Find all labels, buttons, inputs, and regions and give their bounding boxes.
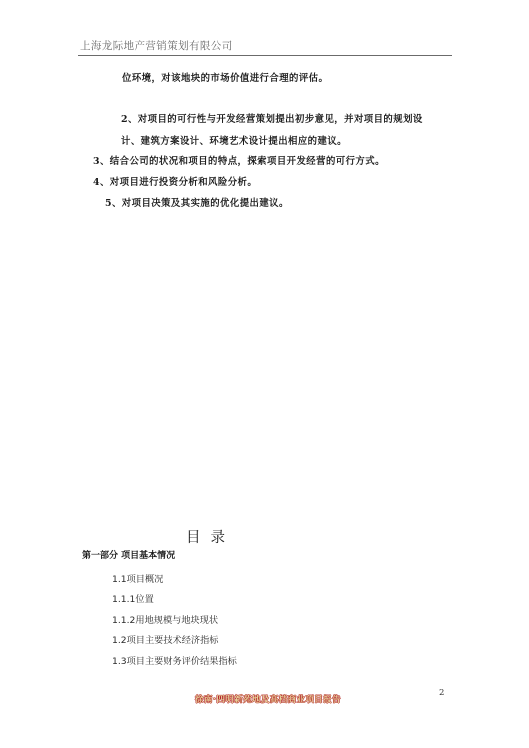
body-line: 计、建筑方案设计、环境艺术设计提出相应的建议。 bbox=[121, 136, 347, 147]
body-line: 4、对项目进行投资分析和风险分析。 bbox=[93, 177, 258, 188]
footer-text: 徐南·四明新苑地及高档商业项目报告 bbox=[195, 695, 341, 705]
page-number: 2 bbox=[439, 688, 445, 698]
toc-part-heading: 第一部分 项目基本情况 bbox=[82, 551, 176, 561]
toc-title: 目录 bbox=[186, 530, 235, 546]
toc-item[interactable]: 1.1.1位置 bbox=[112, 594, 154, 605]
toc-item[interactable]: 1.3项目主要财务评价结果指标 bbox=[112, 656, 237, 667]
header-divider bbox=[78, 55, 452, 56]
toc-item[interactable]: 1.2项目主要技术经济指标 bbox=[112, 635, 219, 646]
body-line: 位环境，对该地块的市场价值进行合理的评估。 bbox=[122, 73, 329, 84]
toc-item[interactable]: 1.1.2用地规模与地块现状 bbox=[112, 615, 219, 626]
toc-item[interactable]: 1.1项目概况 bbox=[112, 574, 164, 585]
body-line: 5、对项目决策及其实施的优化提出建议。 bbox=[105, 198, 289, 209]
body-line: 3、结合公司的状况和项目的特点，探索项目开发经营的可行方式。 bbox=[93, 156, 385, 167]
header-title: 上海龙际地产营销策划有限公司 bbox=[80, 40, 233, 52]
body-line: 2、对项目的可行性与开发经营策划提出初步意见，并对项目的规划设 bbox=[121, 114, 423, 125]
